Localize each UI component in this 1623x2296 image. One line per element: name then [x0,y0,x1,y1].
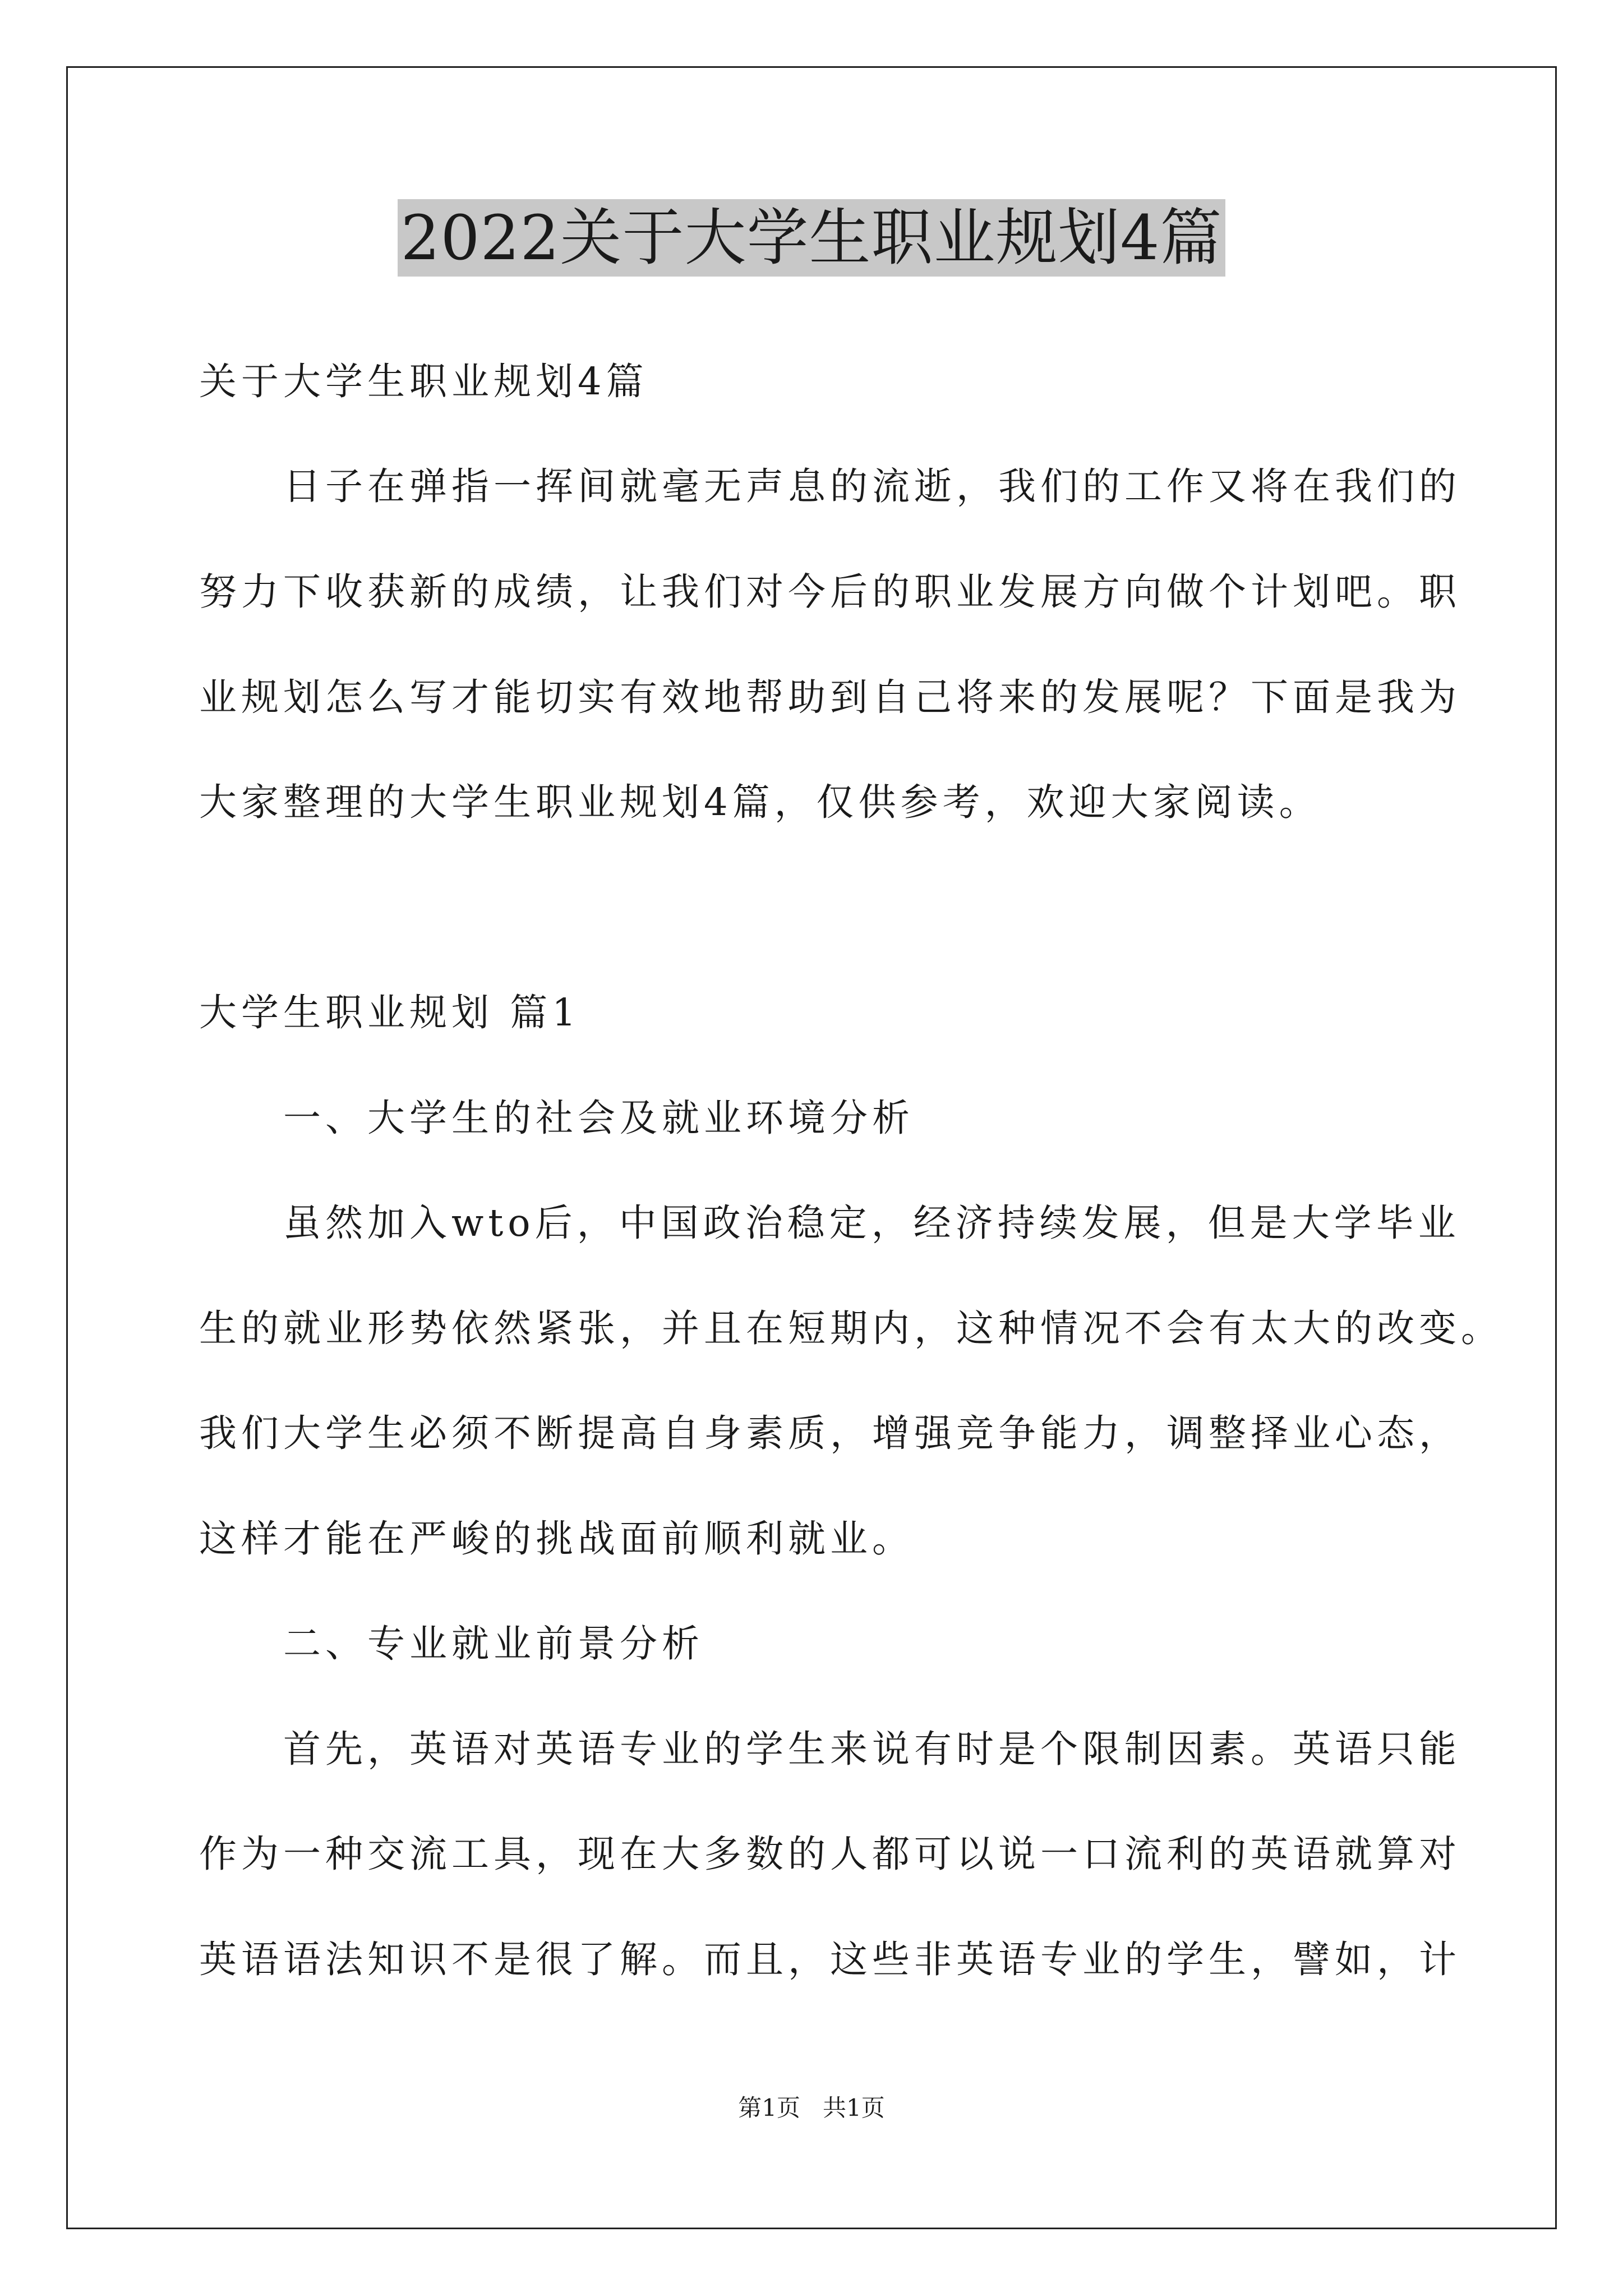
paragraph-line: 英语语法知识不是很了解。而且，这些非英语专业的学生，譬如，计 [199,1938,1461,1981]
intro-line: 日子在弹指一挥间就毫无声息的流逝，我们的工作又将在我们的 [283,464,1461,508]
heading-1: 一、大学生的社会及就业环境分析 [283,1096,914,1140]
title-container [0,199,1623,277]
intro-line: 大家整理的大学生职业规划4篇，仅供参考，欢迎大家阅读。 [199,780,1321,824]
paragraph-line: 虽然加入wto后，中国政治稳定，经济持续发展，但是大学毕业 [283,1201,1460,1245]
paragraph-line: 作为一种交流工具，现在大多数的人都可以说一口流利的英语就算对 [199,1832,1461,1876]
paragraph-line: 这样才能在严峻的挑战面前顺利就业。 [199,1517,914,1561]
paragraph-line: 生的就业形势依然紧张，并且在短期内，这种情况不会有太大的改变。 [199,1306,1503,1350]
intro-line: 业规划怎么写才能切实有效地帮助到自己将来的发展呢？下面是我为 [199,675,1461,719]
section-title: 大学生职业规划 篇1 [199,991,580,1034]
page-footer [0,2092,1623,2124]
heading-2: 二、专业就业前景分析 [283,1622,704,1665]
page-total: 共1页 [823,2094,885,2122]
intro-line: 努力下收获新的成绩，让我们对今后的职业发展方向做个计划吧。职 [199,570,1461,614]
document-title: 2022关于大学生职业规划4篇 [398,199,1226,277]
paragraph-line: 首先，英语对英语专业的学生来说有时是个限制因素。英语只能 [283,1727,1461,1771]
paragraph-line: 我们大学生必须不断提高自身素质，增强竞争能力，调整择业心态， [199,1411,1461,1455]
subtitle: 关于大学生职业规划4篇 [199,360,648,403]
page-number: 第1页 [738,2094,800,2122]
